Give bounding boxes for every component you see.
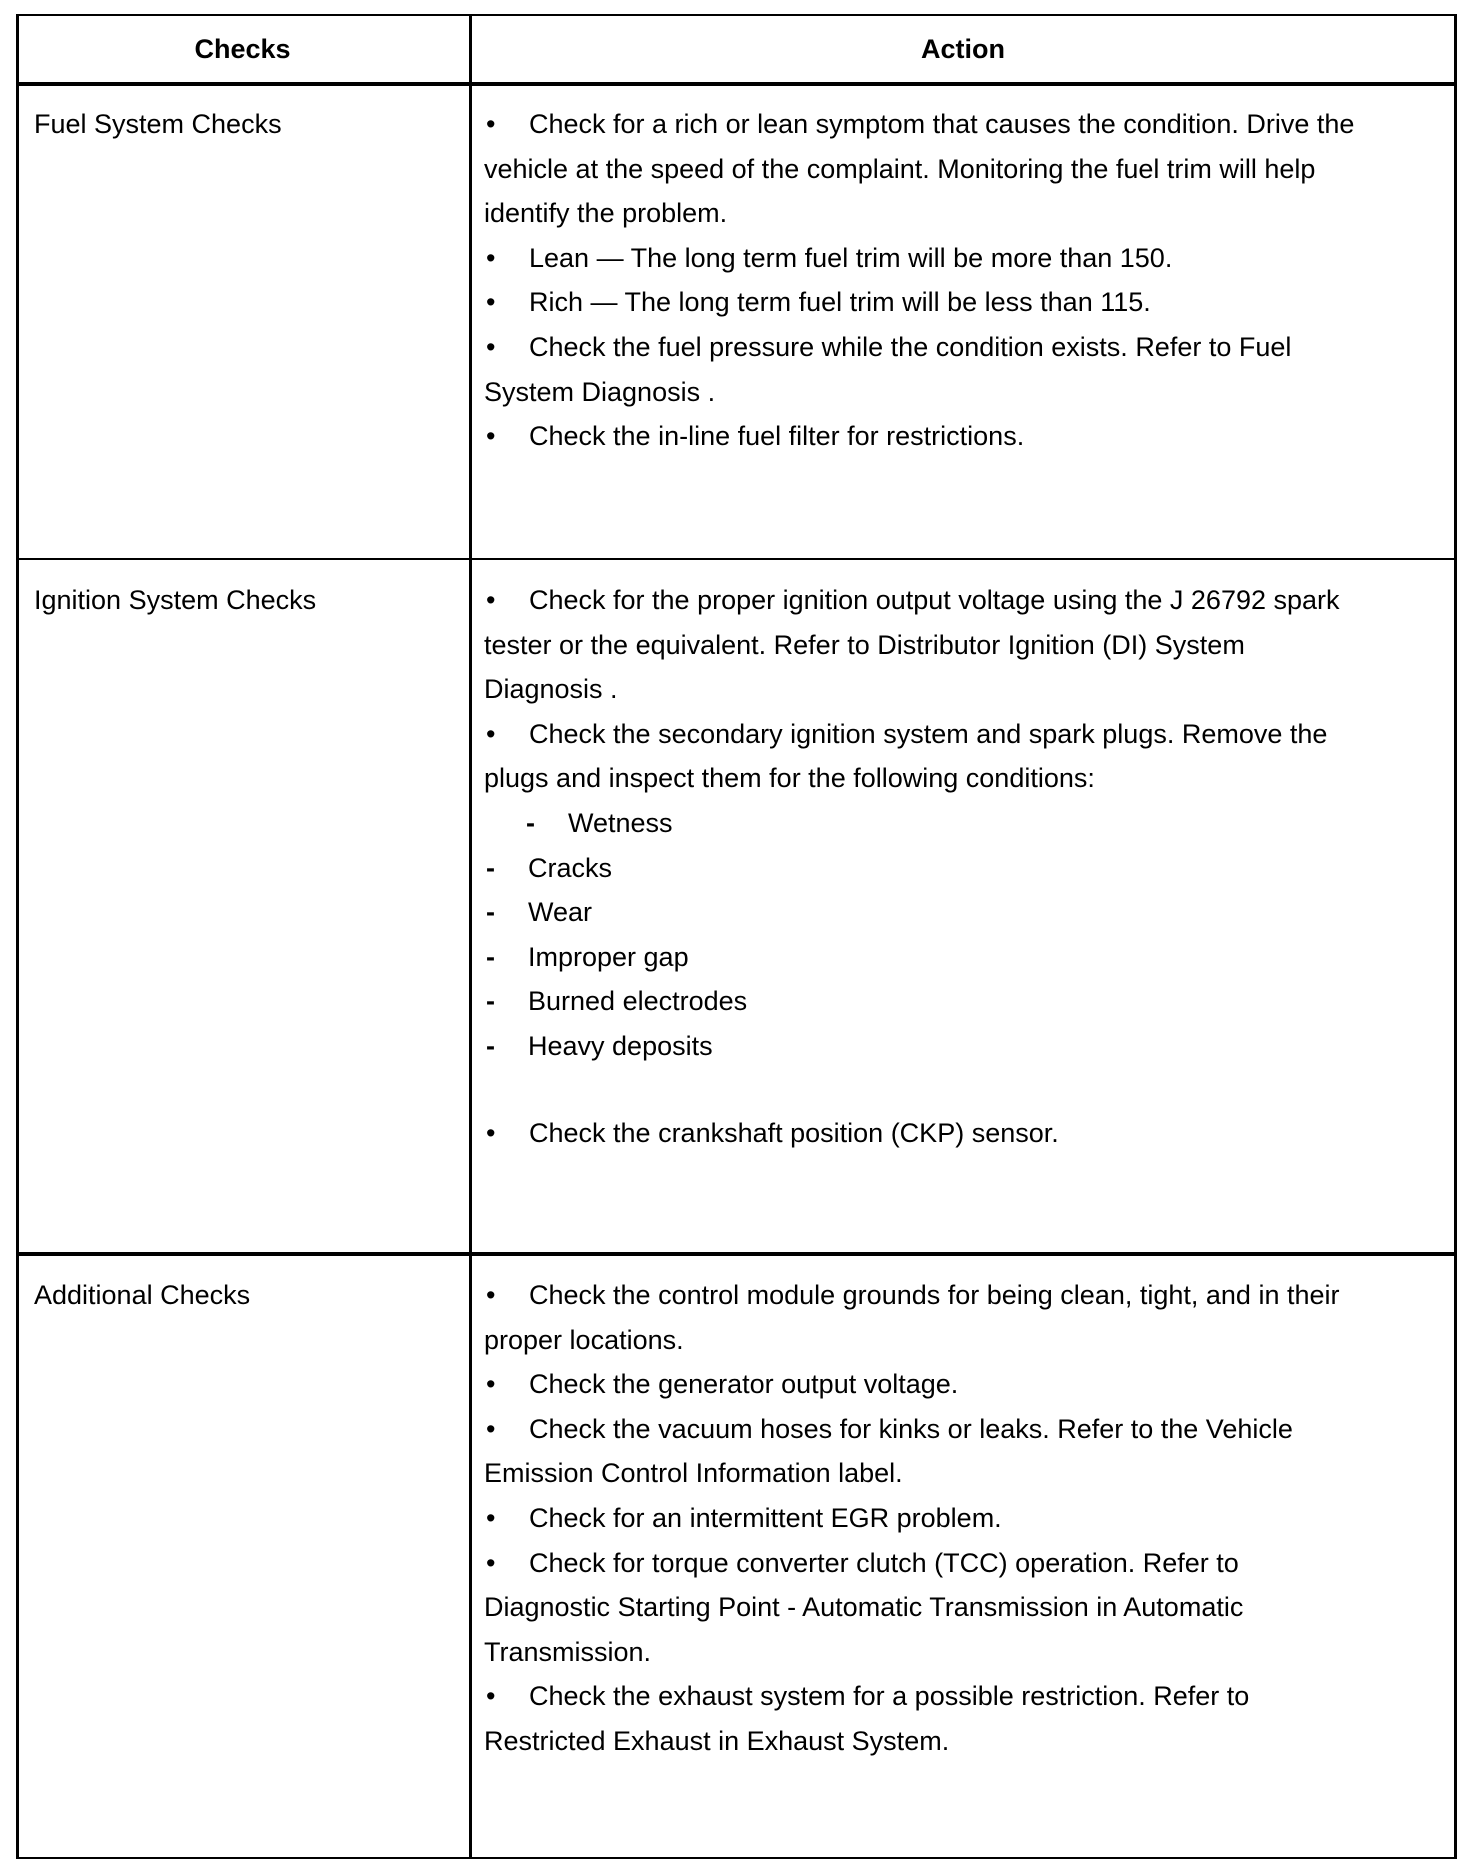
- row-divider-1: [16, 558, 1457, 560]
- item-text: Heavy deposits: [528, 1030, 713, 1061]
- bullet-icon: •: [486, 421, 496, 452]
- checks-action-table: [16, 14, 1457, 1859]
- item-text: Wetness: [568, 807, 673, 838]
- sub-item: [484, 935, 1444, 980]
- bullet-item: [484, 102, 1444, 147]
- table-bottom-border: [16, 1857, 1457, 1859]
- row-additional-actions: [484, 1273, 1444, 1764]
- item-text: Diagnostic Starting Point - Automatic Transmission in Automatic: [484, 1592, 1244, 1623]
- item-text: plugs and inspect them for the following conditions:: [484, 763, 1095, 794]
- item-text: Lean — The long term fuel trim will be more than 150.: [529, 242, 1173, 273]
- bullet-item: [484, 712, 1444, 757]
- column-divider: [469, 14, 472, 1859]
- row-fuel-system-actions: [484, 102, 1444, 459]
- dash-icon: -: [486, 1030, 495, 1061]
- bullet-item: [484, 578, 1444, 623]
- item-text: tester or the equivalent. Refer to Distributor Ignition (DI) System: [484, 629, 1245, 660]
- bullet-icon: •: [486, 1413, 496, 1444]
- row-ignition-system-actions: [484, 578, 1444, 1155]
- item-text: Wear: [528, 897, 593, 928]
- bullet-item: [484, 1674, 1444, 1719]
- item-text: Check for a rich or lean symptom that causes the condition. Drive the: [529, 109, 1355, 139]
- continuation-line: [484, 1318, 1444, 1363]
- continuation-line: [484, 756, 1444, 801]
- item-text: Improper gap: [528, 941, 689, 972]
- item-text: Burned electrodes: [528, 986, 748, 1017]
- bullet-icon: •: [486, 109, 496, 139]
- bullet-item: [484, 1111, 1444, 1156]
- continuation-line: [484, 1585, 1444, 1630]
- item-text: Rich — The long term fuel trim will be less than 115.: [529, 287, 1151, 318]
- sub-item: [484, 979, 1444, 1024]
- item-text: Emission Control Information label.: [484, 1458, 903, 1489]
- item-text: Check the fuel pressure while the condition exists. Refer to Fuel: [529, 331, 1292, 362]
- bullet-item: [484, 1273, 1444, 1318]
- bullet-icon: •: [486, 331, 496, 362]
- item-text: Check for an intermittent EGR problem.: [529, 1502, 1002, 1533]
- continuation-line: [484, 147, 1444, 192]
- sub-item: [484, 801, 1444, 846]
- row-ignition-system-checks-label: Ignition System Checks: [34, 585, 317, 615]
- bullet-icon: •: [486, 1681, 496, 1712]
- item-text: Restricted Exhaust in Exhaust System.: [484, 1725, 950, 1756]
- bullet-item: [484, 280, 1444, 325]
- bullet-item: [484, 236, 1444, 281]
- bullet-icon: •: [486, 1547, 496, 1578]
- item-text: identify the problem.: [484, 198, 728, 229]
- item-text: Check for torque converter clutch (TCC) operation. Refer to: [529, 1547, 1239, 1578]
- row-fuel-system-checks-label: Fuel System Checks: [34, 109, 282, 139]
- dash-icon: -: [486, 897, 495, 928]
- header-action: Action: [921, 33, 1005, 64]
- dash-icon: -: [526, 807, 535, 838]
- bullet-icon: •: [486, 718, 496, 749]
- bullet-icon: •: [486, 1117, 496, 1148]
- continuation-line: [484, 1719, 1444, 1764]
- bullet-icon: •: [486, 242, 496, 273]
- item-text: Transmission.: [484, 1636, 652, 1667]
- continuation-line: [484, 623, 1444, 668]
- dash-icon: -: [486, 941, 495, 972]
- bullet-item: [484, 1496, 1444, 1541]
- header-checks: Checks: [194, 33, 291, 64]
- table-right-border: [1454, 14, 1457, 1859]
- item-text: Check the generator output voltage.: [529, 1369, 959, 1400]
- continuation-line: [484, 1630, 1444, 1675]
- bullet-item: [484, 414, 1444, 459]
- bullet-item: [484, 1407, 1444, 1452]
- bullet-item: [484, 1362, 1444, 1407]
- sub-item: [484, 1024, 1444, 1069]
- item-text: vehicle at the speed of the complaint. Monitoring the fuel trim will help: [484, 153, 1316, 184]
- bullet-icon: •: [486, 287, 496, 318]
- item-text: Check the exhaust system for a possible restriction. Refer to: [529, 1681, 1250, 1712]
- item-text: Check for the proper ignition output voltage using the J 26792 spark: [529, 585, 1340, 615]
- item-text: Check the crankshaft position (CKP) sensor.: [529, 1117, 1059, 1148]
- continuation-line: [484, 370, 1444, 415]
- row-additional-checks-label: Additional Checks: [34, 1280, 251, 1310]
- bullet-icon: •: [486, 1369, 496, 1400]
- bullet-icon: •: [486, 585, 496, 615]
- item-text: Check the control module grounds for being clean, tight, and in their: [529, 1280, 1340, 1310]
- item-text: proper locations.: [484, 1324, 684, 1355]
- item-text: Check the vacuum hoses for kinks or leaks. Refer to the Vehicle: [529, 1413, 1293, 1444]
- spacer: [484, 1069, 1444, 1111]
- item-text: Diagnosis .: [484, 674, 618, 705]
- item-text: Check the secondary ignition system and spark plugs. Remove the: [529, 718, 1328, 749]
- continuation-line: [484, 1451, 1444, 1496]
- item-text: System Diagnosis .: [484, 376, 716, 407]
- continuation-line: [484, 191, 1444, 236]
- sub-item: [484, 890, 1444, 935]
- item-text: Check the in-line fuel filter for restrictions.: [529, 421, 1025, 452]
- row-divider-2: [16, 1252, 1457, 1256]
- item-text: Cracks: [528, 852, 613, 883]
- sub-item: [484, 846, 1444, 891]
- table-left-border: [16, 14, 19, 1859]
- dash-icon: -: [486, 986, 495, 1017]
- bullet-item: [484, 1541, 1444, 1586]
- bullet-item: [484, 325, 1444, 370]
- continuation-line: [484, 667, 1444, 712]
- dash-icon: -: [486, 852, 495, 883]
- bullet-icon: •: [486, 1502, 496, 1533]
- bullet-icon: •: [486, 1280, 496, 1310]
